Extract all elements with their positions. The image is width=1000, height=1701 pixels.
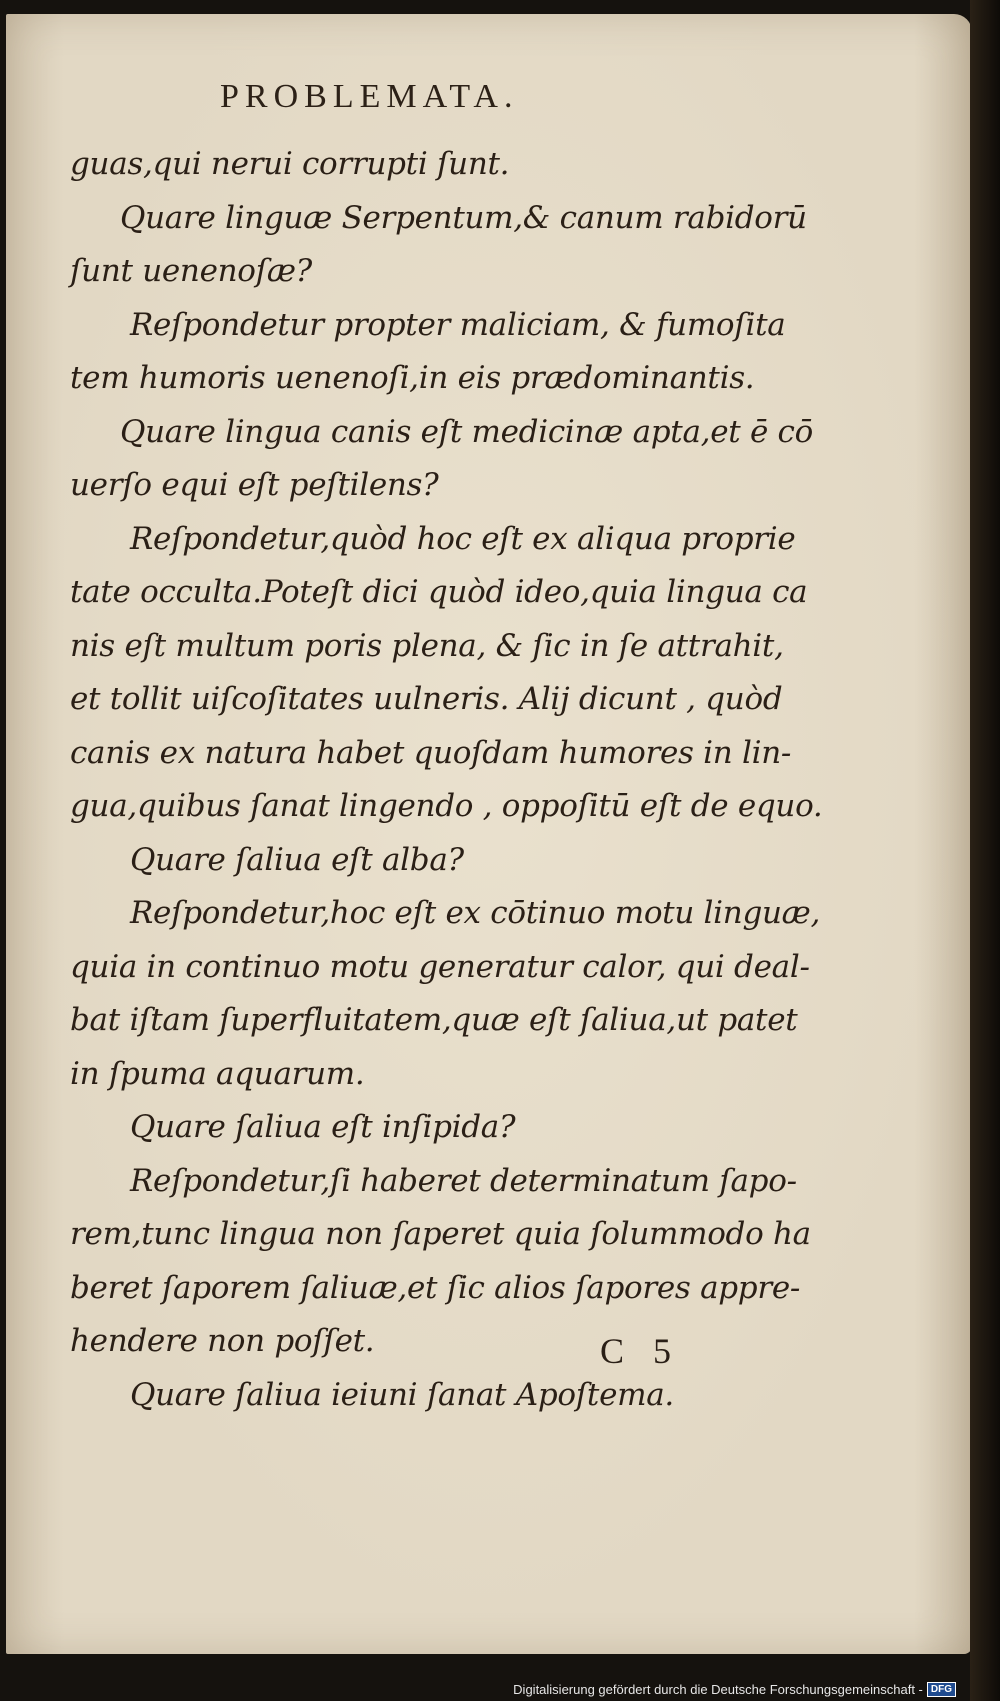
text-line: canis ex natura habet quoſdam humores in lin- xyxy=(70,734,792,771)
text-line: rem,tunc lingua non ſaperet quia ſolummodo ha xyxy=(70,1216,811,1252)
text-line: quia in continuo motu generatur calor, qui deal- xyxy=(70,948,810,985)
text-line: in ſpuma aquarum. xyxy=(70,1055,365,1092)
text-line: nis eſt multum poris plena, & ſic in ſe attrahit, xyxy=(70,627,784,664)
text-line: Quare ſaliua eſt inſipida? xyxy=(130,1109,516,1145)
credit-text: Digitalisierung gefördert durch die Deutsche Forschungsgemeinschaft - xyxy=(513,1682,923,1697)
text-line: Quare linguæ Serpentum,& canum rabidorū xyxy=(120,199,807,236)
text-line: beret ſaporem ſaliuæ,et ſic alios ſapores appre- xyxy=(70,1269,801,1306)
text-line: Reſpondetur,hoc eſt ex cōtinuo motu linguæ, xyxy=(130,895,821,931)
text-line: ſunt uenenoſæ? xyxy=(70,253,312,289)
text-line: Reſpondetur,ſi haberet determinatum ſapo- xyxy=(130,1162,797,1199)
text-line: tate occulta.Poteſt dici quòd ideo,quia lingua ca xyxy=(70,574,808,610)
text-line: Reſpondetur propter maliciam, & fumoſita xyxy=(130,306,786,343)
text-line: gua,quibus ſanat lingendo , oppoſitū eſt de equo. xyxy=(70,788,823,824)
text-line: Reſpondetur,quòd hoc eſt ex aliqua proprie xyxy=(130,520,796,557)
text-line: hendere non poſſet. xyxy=(70,1323,375,1359)
text-line: tem humoris uenenoſi,in eis prædominantis. xyxy=(70,360,755,396)
digitization-credit xyxy=(513,1682,956,1697)
dfg-logo: DFG xyxy=(927,1682,956,1697)
text-line: guas,qui nerui corrupti ſunt. xyxy=(70,146,510,182)
text-line: Quare lingua canis eſt medicinæ apta,et ē cō xyxy=(120,413,813,450)
book-edge xyxy=(970,0,1000,1701)
text-line: et tollit uiſcoſitates uulneris. Alij dicunt , quòd xyxy=(70,681,783,717)
text-line: Quare ſaliua eſt alba? xyxy=(130,841,464,878)
text-line: Quare ſaliua ieiuni ſanat Apoſtema. xyxy=(130,1376,674,1413)
text-line: uerſo equi eſt peſtilens? xyxy=(70,467,439,503)
page-body xyxy=(70,138,823,1422)
running-header: PROBLEMATA. xyxy=(220,78,519,115)
signature-mark: C 5 xyxy=(600,1331,682,1371)
text-line: bat iſtam ſuperfluitatem,quæ eſt ſaliua,ut patet xyxy=(70,1002,798,1038)
